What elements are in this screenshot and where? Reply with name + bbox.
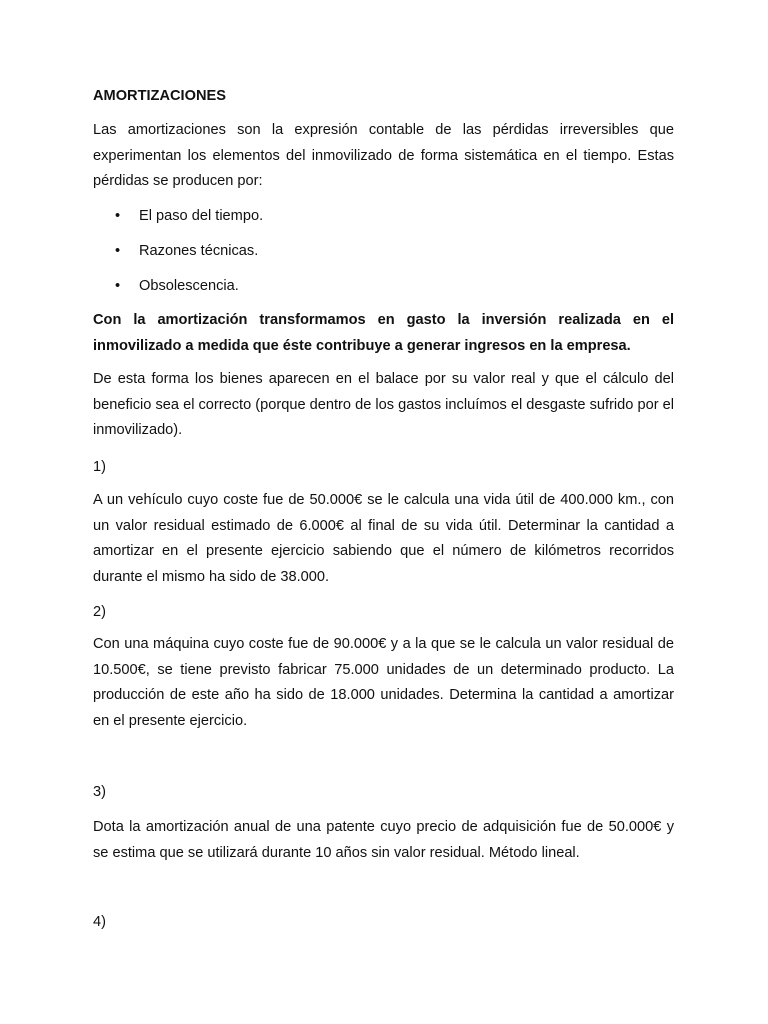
bold-statement: Con la amortización transformamos en gasto la inversión realizada en el inmovilizado a medida que éste contribuye a generar ingresos en la empresa. <box>93 312 674 354</box>
bullet-icon: • <box>115 278 121 294</box>
bullet-icon: • <box>115 208 121 224</box>
exercise-number-2: 2) <box>93 604 106 620</box>
bullet-icon: • <box>115 243 121 259</box>
document-heading: AMORTIZACIONES <box>93 88 226 104</box>
list-item-text: Obsolescencia. <box>139 278 239 294</box>
exercise-text-1: A un vehículo cuyo coste fue de 50.000€ se le calcula una vida útil de 400.000 km., con un valor residual estimado de 6.000€ al final de su vida útil. Determinar la cantidad a amortizar en el presente ejercicio sabiendo que el número de kilómetros recorridos durante el mismo ha sido de 38.000. <box>93 492 674 585</box>
intro-paragraph: Las amortizaciones son la expresión contable de las pérdidas irreversibles que experimentan los elementos del inmovilizado de forma sistemática en el tiempo. Estas pérdidas se producen por: <box>93 122 674 189</box>
exercise-number-3: 3) <box>93 784 106 800</box>
exercise-text-3: Dota la amortización anual de una patente cuyo precio de adquisición fue de 50.000€ y se estima que se utilizará durante 10 años sin valor residual. Método lineal. <box>93 819 674 861</box>
list-item-text: Razones técnicas. <box>139 243 259 259</box>
exercise-number-1: 1) <box>93 459 106 475</box>
consequence-paragraph: De esta forma los bienes aparecen en el balace por su valor real y que el cálculo del beneficio sea el correcto (porque dentro de los gastos incluímos el desgaste sufrido por el inmovilizado). <box>93 371 674 438</box>
list-item-text: El paso del tiempo. <box>139 208 264 224</box>
exercise-number-4: 4) <box>93 914 106 930</box>
exercise-text-2: Con una máquina cuyo coste fue de 90.000€ y a la que se le calcula un valor residual de 10.500€, se tiene previsto fabricar 75.000 unidades de un determinado producto. La producción de este año ha sido de 18.000 unidades. Determina la cantidad a amortizar en el presente ejercicio. <box>93 636 674 729</box>
